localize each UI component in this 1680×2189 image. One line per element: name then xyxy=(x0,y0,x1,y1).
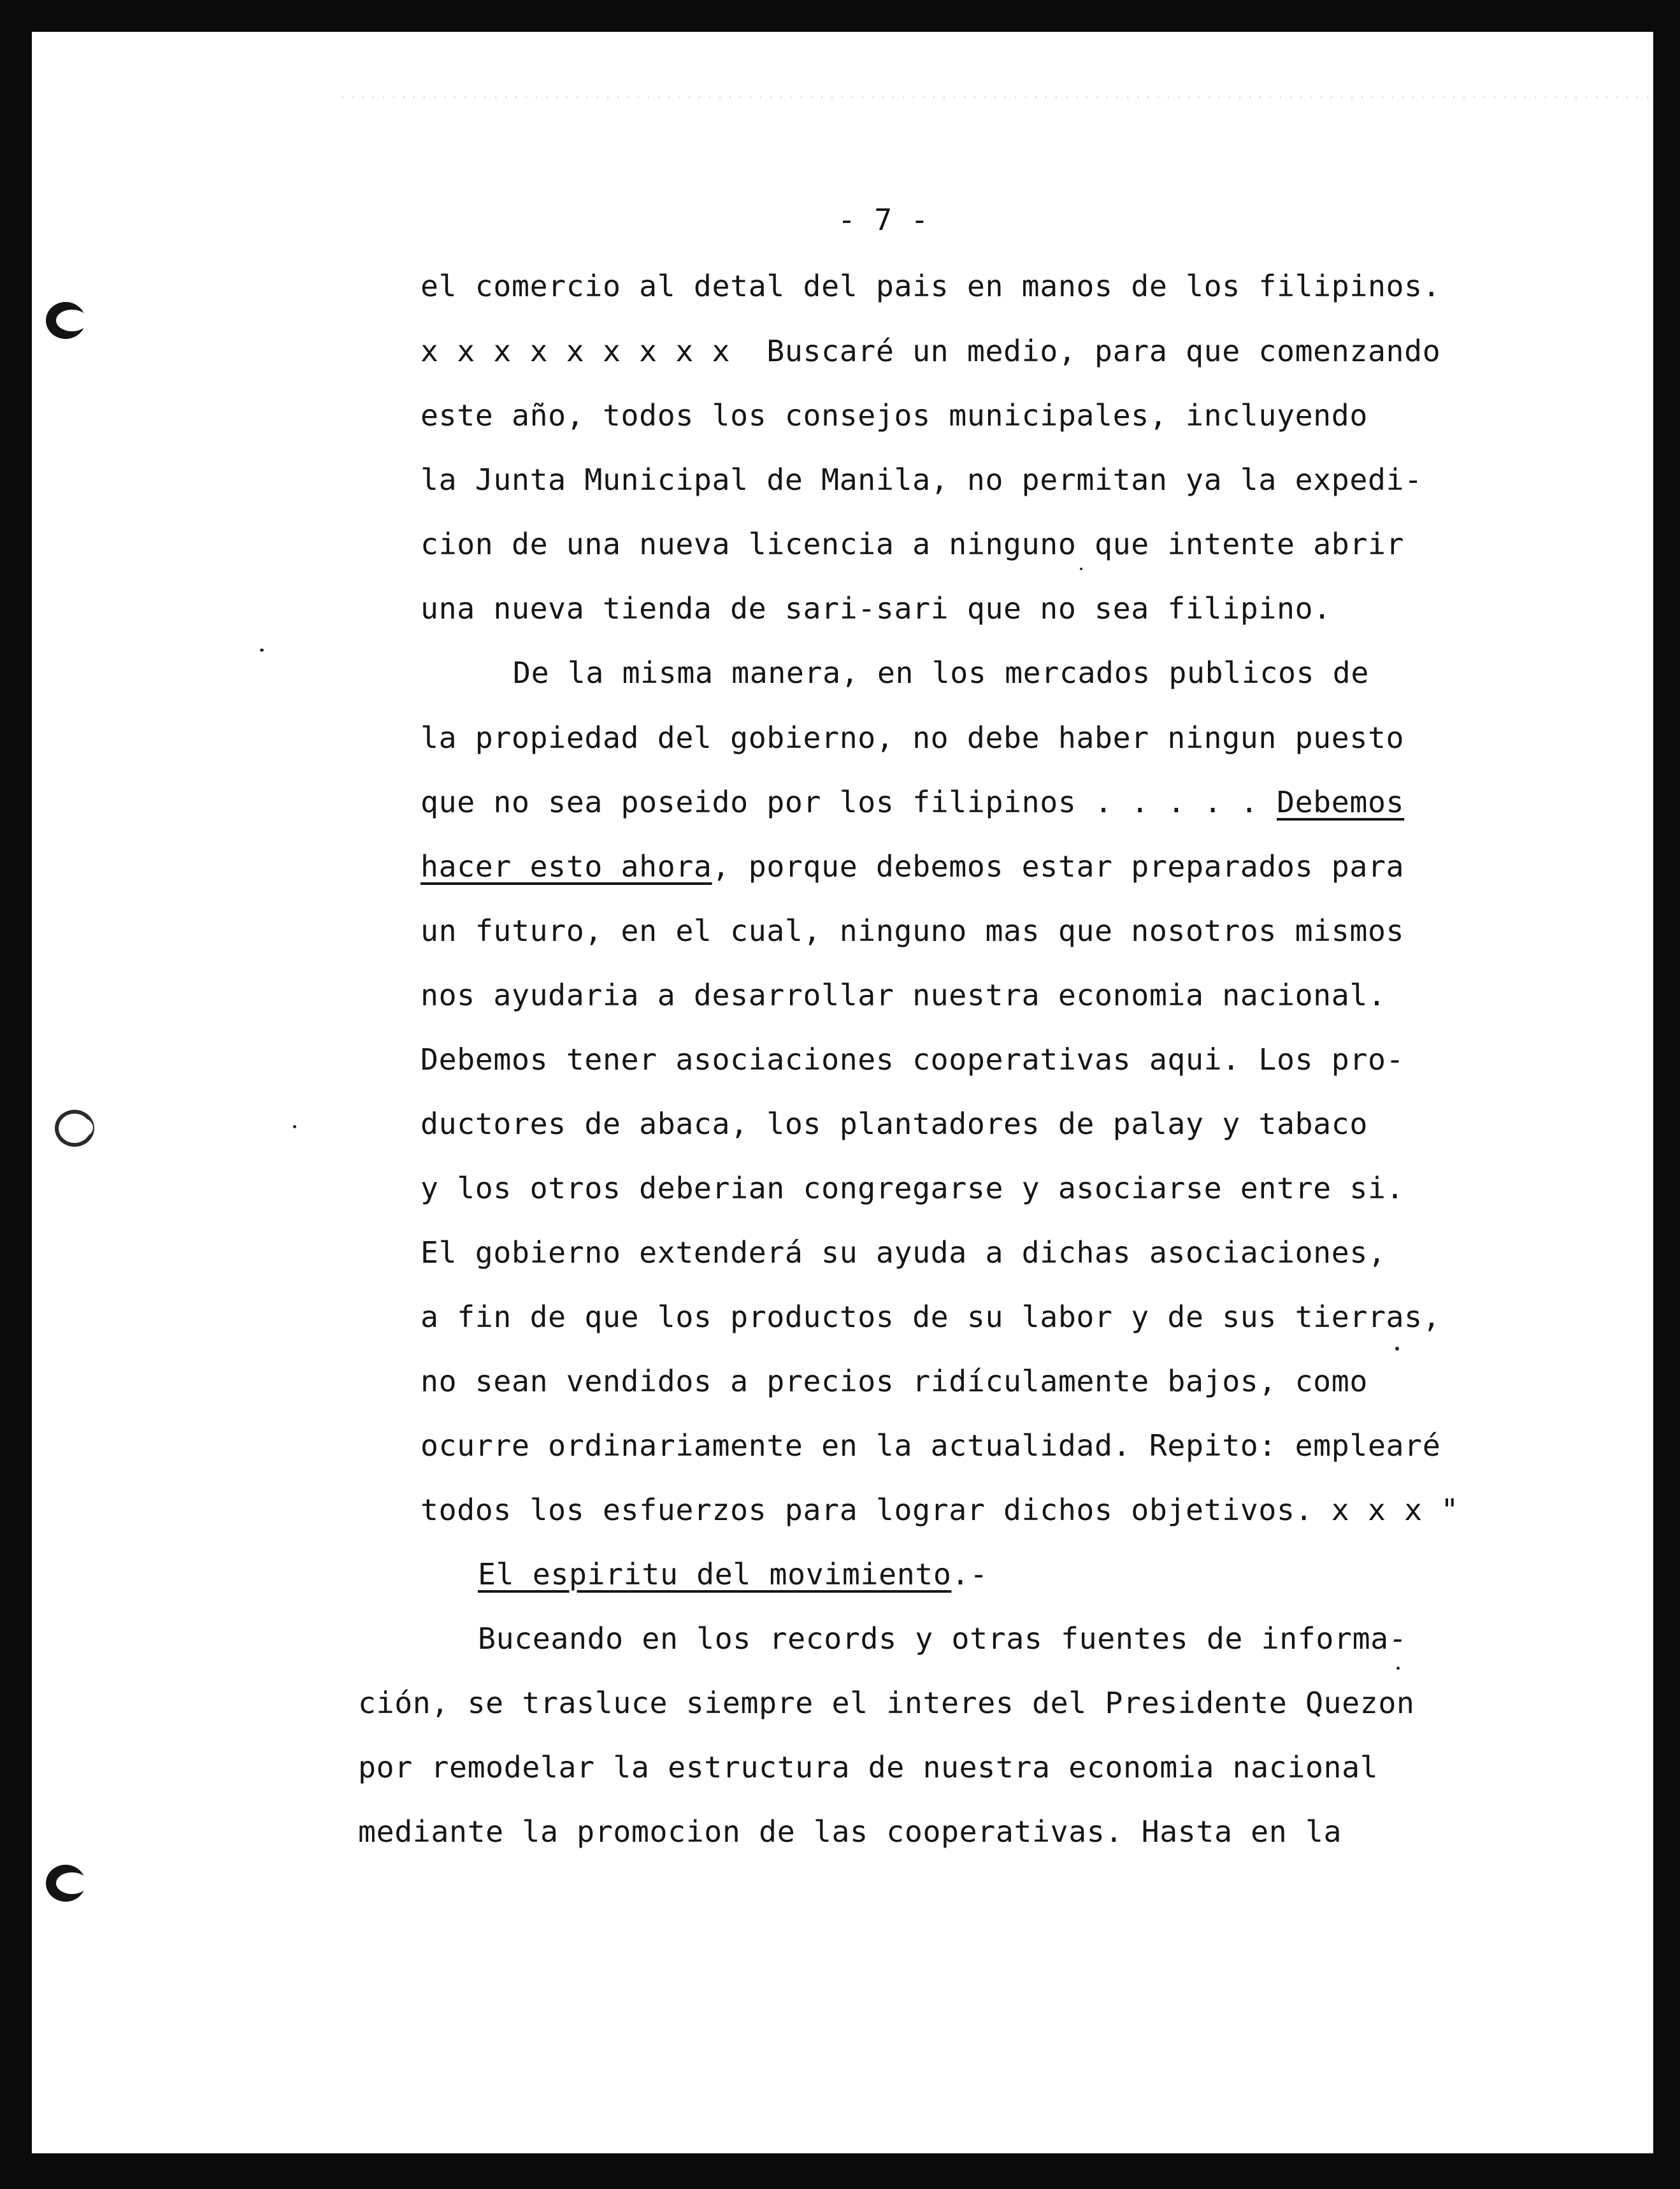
text-line: y los otros deberian congregarse y asociarse entre si. xyxy=(420,1171,1405,1205)
punch-hole-bottom xyxy=(46,1865,85,1902)
underlined-text: hacer esto ahora xyxy=(420,849,712,884)
text-line: la propiedad del gobierno, no debe haber ningun puesto xyxy=(420,721,1405,755)
text-line xyxy=(420,784,1404,820)
text-segment: , porque debemos estar preparados para xyxy=(712,849,1405,884)
text-line: por remodelar la estructura de nuestra economia nacional xyxy=(358,1750,1379,1784)
document-page xyxy=(32,32,1653,2153)
page-number: - 7 - xyxy=(838,203,929,237)
text-line: todos los esfuerzos para lograr dichos objetivos. x x x " xyxy=(420,1493,1459,1527)
underlined-text: Debemos xyxy=(1276,785,1405,819)
scan-edge-noise xyxy=(338,92,1650,105)
underlined-text: El espiritu del movimiento xyxy=(478,1557,952,1591)
ink-speck xyxy=(1395,1347,1399,1351)
text-line: Debemos tener asociaciones cooperativas aqui. Los pro- xyxy=(420,1042,1405,1077)
text-line: x x x x x x x x x Buscaré un medio, para que comenzando xyxy=(420,334,1441,368)
section-heading xyxy=(478,1556,988,1592)
text-line: una nueva tienda de sari-sari que no sea filipino. xyxy=(420,591,1332,626)
text-line: un futuro, en el cual, ninguno mas que nosotros mismos xyxy=(420,914,1405,948)
text-line: cion de una nueva licencia a ninguno que intente abrir xyxy=(420,527,1405,561)
text-line: no sean vendidos a precios ridículamente bajos, como xyxy=(420,1364,1368,1398)
text-line: el comercio al detal del pais en manos de los filipinos. xyxy=(420,269,1441,303)
text-line: ductores de abaca, los plantadores de palay y tabaco xyxy=(420,1107,1368,1141)
text-line: ocurre ordinariamente en la actualidad. Repito: emplearé xyxy=(420,1428,1441,1463)
text-line: ción, se trasluce siempre el interes del Presidente Quezon xyxy=(358,1686,1415,1720)
text-line: mediante la promocion de las cooperativas. Hasta en la xyxy=(358,1814,1342,1849)
text-line: a fin de que los productos de su labor y de sus tierras, xyxy=(420,1300,1441,1334)
ink-speck xyxy=(1396,1667,1400,1670)
ink-speck xyxy=(260,649,264,652)
ink-speck xyxy=(1080,568,1082,570)
punch-hole-middle xyxy=(55,1110,94,1147)
text-segment: que no sea poseido por los filipinos . . . . . xyxy=(420,785,1277,819)
text-line: El gobierno extenderá su ayuda a dichas asociaciones, xyxy=(420,1235,1386,1270)
ink-speck xyxy=(293,1125,296,1128)
text-segment: .- xyxy=(951,1557,988,1591)
text-line xyxy=(420,849,1404,884)
text-line: Buceando en los records y otras fuentes de informa- xyxy=(478,1621,1407,1656)
text-line: De la misma manera, en los mercados publicos de xyxy=(513,656,1369,690)
punch-hole-top xyxy=(46,302,85,339)
text-line: este año, todos los consejos municipales, incluyendo xyxy=(420,398,1368,433)
text-line: la Junta Municipal de Manila, no permitan ya la expedi- xyxy=(420,463,1423,497)
text-line: nos ayudaria a desarrollar nuestra economia nacional. xyxy=(420,978,1386,1012)
